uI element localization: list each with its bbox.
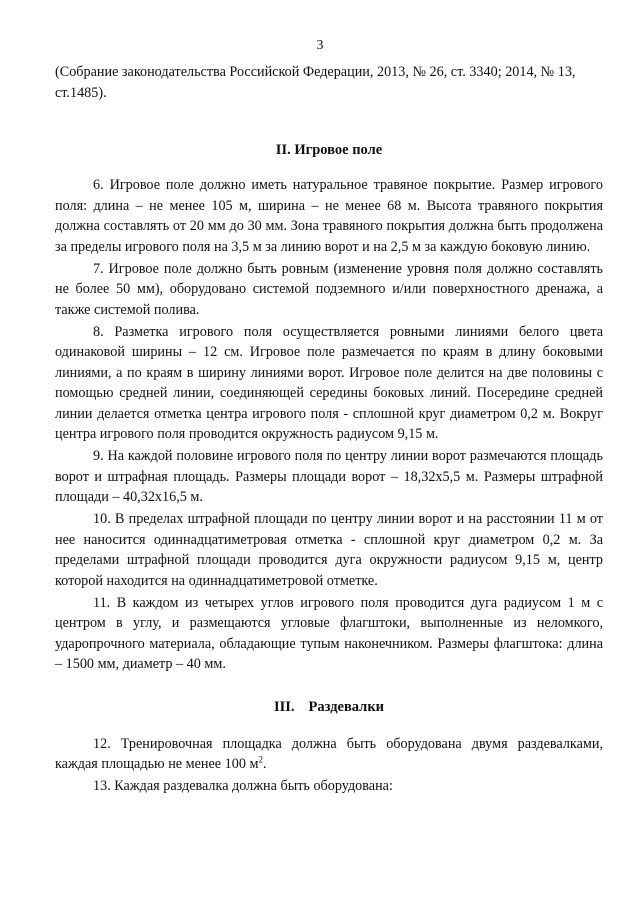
paragraph-6: 6. Игровое поле должно иметь натуральное травяное покрытие. Размер игрового поля: длина – не менее 105 м, ширина – не менее 68 м. Высота травяного покрытия должна составлять от 20 мм до 30 мм. Зона травяного покрытия должна быть продолжена за пределы игрового поля на 3,5 м за линию ворот и на 2,5 м за каждую боковую линию. — [55, 177, 603, 255]
paragraph-12 — [55, 734, 603, 775]
section-3-heading — [55, 697, 603, 717]
superscript-2: 2 — [258, 754, 263, 765]
section-3-title: Раздевалки — [308, 698, 385, 715]
paragraph-12-end: . — [262, 756, 267, 772]
section-3-number: III. — [273, 698, 295, 715]
document-body — [55, 62, 603, 798]
paragraph-9: 9. На каждой половине игрового поля по центру линии ворот размечаются площадь ворот и штрафная площадь. Размеры площади ворот – 18,32х5,5 м. Размеры штрафной площади – 40,32х16,5 м. — [55, 448, 603, 505]
paragraph-8: 8. Разметка игрового поля осуществляется ровными линиями белого цвета одинаковой ширины – 12 см. Игровое поле размечается по краям в длину боковыми линиями, а по краям в ширину линиями ворот. Игровое поле делится на две половины с помощью средней линии, соединяющей середины боковых линий. Посередине средней линии делается отметка центра игрового поля - сплошной круг диаметром 0,2 м. Вокруг центра игрового поля проводится окружность радиусом 9,15 м. — [55, 323, 603, 442]
paragraph-10: 10. В пределах штрафной площади по центру линии ворот и на расстоянии 11 м от нее наносится одиннадцатиметровая отметка - сплошной круг диаметром 0,2 м. За пределами штрафной площади проводится дуга окружности радиусом 9,15 м, центр которой находится на одиннадцатиметровой отметке. — [55, 511, 603, 589]
paragraph-13: 13. Каждая раздевалка должна быть оборудована: — [93, 778, 393, 794]
intro-citation: (Собрание законодательства Российской Федерации, 2013, № 26, ст. 3340; 2014, № 13, ст.1485). — [55, 64, 576, 101]
paragraph-7: 7. Игровое поле должно быть ровным (изменение уровня поля должно составлять не более 50 мм), оборудовано системой подземного и/или поверхностного дренажа, а также системой полива. — [55, 260, 603, 318]
paragraph-11: 11. В каждом из четырех углов игрового поля проводится дуга радиусом 1 м с центром в углу, и размещаются угловые флагштоки, выполненные из неломкого, ударопрочного материала, обладающие тупым наконечником. Размеры флагштока: длина – 1500 мм, диаметр – 40 мм. — [55, 594, 603, 672]
paragraph-12-text: 12. Тренировочная площадка должна быть оборудована двумя раздевалками, каждая площадью не менее 100 м — [55, 735, 603, 772]
page-number: 3 — [316, 38, 324, 53]
section-2-heading: II. Игровое поле — [275, 142, 383, 158]
